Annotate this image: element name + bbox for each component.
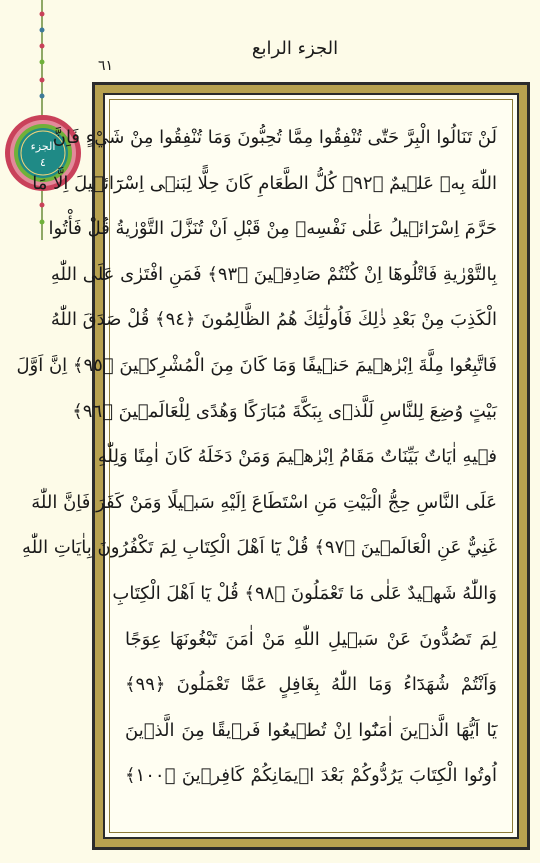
text-line: اللّٰهَ بِهٖ عَلٖيمٌ ﴿٩٢﴾ كُلُّ الطَّعَامِ كَانَ حِلًّا لِبَنٖى اِسْرَٓائٖيلَ اِلَّا مَا [32,172,497,194]
text-line: لِمَ تَصُدُّونَ عَنْ سَبٖيلِ اللّٰهِ مَنْ اٰمَنَ تَبْغُونَهَا عِوَجًا [125,628,497,650]
text-line: فَاتَّبِعُوا مِلَّةَ اِبْرٰهٖيمَ حَنٖيفًا وَمَا كَانَ مِنَ الْمُشْرِكٖينَ ﴿٩٥﴾ اِنَّ اَوَّلَ [16,354,497,376]
text-line: بَيْتٍ وُضِعَ لِلنَّاسِ لَلَّذٖى بِبَكَّةَ مُبَارَكًا وَهُدًى لِلْعَالَمٖينَ ﴿٩٦﴾ [72,400,497,422]
juz-number: ٤ [40,156,46,169]
text-line: عَلَى النَّاسِ حِجُّ الْبَيْتِ مَنِ اسْتَطَاعَ اِلَيْهِ سَبٖيلًا وَمَنْ كَفَرَ فَاِنَّ اللّٰهَ [31,491,497,513]
text-line: بِالتَّوْرٰيةِ فَاتْلُوهَٓا اِنْ كُنْتُمْ صَادِقٖينَ ﴿٩٣﴾ فَمَنِ افْتَرٰى عَلَى اللّٰهِ [50,263,497,285]
juz-label: الجزء [30,140,56,153]
page-number: ٦١ [98,58,114,74]
juz-header-title: الجزء الرابع [251,38,339,59]
text-line: اُوتُوا الْكِتَابَ يَرُدُّوكُمْ بَعْدَ اٖيمَانِكُمْ كَافِرٖينَ ﴿١٠٠﴾ [125,765,497,787]
text-line: حَرَّمَ اِسْرَٓائٖيلُ عَلٰى نَفْسِهٖ مِنْ قَبْلِ اَنْ تُنَزَّلَ التَّوْرٰيةُ قُلْ فَأْتُوا [48,218,497,240]
text-line: لَنْ تَنَالُوا الْبِرَّ حَتّٰى تُنْفِقُوا مِمَّا تُحِبُّونَ وَمَا تُنْفِقُوا مِنْ شَيْءٍ فَاِنَّ [52,127,497,148]
text-line: يَٓا اَيُّهَا الَّذٖينَ اٰمَنُٓوا اِنْ تُطٖيعُوا فَرٖيقًا مِنَ الَّذٖينَ [125,719,497,741]
text-line: الْكَذِبَ مِنْ بَعْدِ ذٰلِكَ فَاُولٰٓئِكَ هُمُ الظَّالِمُونَ ﴿٩٤﴾ قُلْ صَدَقَ اللّٰهُ [50,309,497,331]
text-line: وَاَنْتُمْ شُهَدَٓاءُ وَمَا اللّٰهُ بِغَافِلٍ عَمَّا تَعْمَلُونَ ﴿٩٩﴾ [125,674,497,696]
text-line: غَنِيٌّ عَنِ الْعَالَمٖينَ ﴿٩٧﴾ قُلْ يَٓا اَهْلَ الْكِتَابِ لِمَ تَكْفُرُونَ بِاٰيَاتِ اللّٰهِ [22,537,497,559]
text-line: فٖيهِ اٰيَاتٌ بَيِّنَاتٌ مَقَامُ اِبْرٰهٖيمَ وَمَنْ دَخَلَهُ كَانَ اٰمِنًا وَلِلّٰهِ [97,446,497,468]
text-line: وَاللّٰهُ شَهٖيدٌ عَلٰى مَا تَعْمَلُونَ ﴿٩٨﴾ قُلْ يَٓا اَهْلَ الْكِتَابِ [112,582,497,604]
